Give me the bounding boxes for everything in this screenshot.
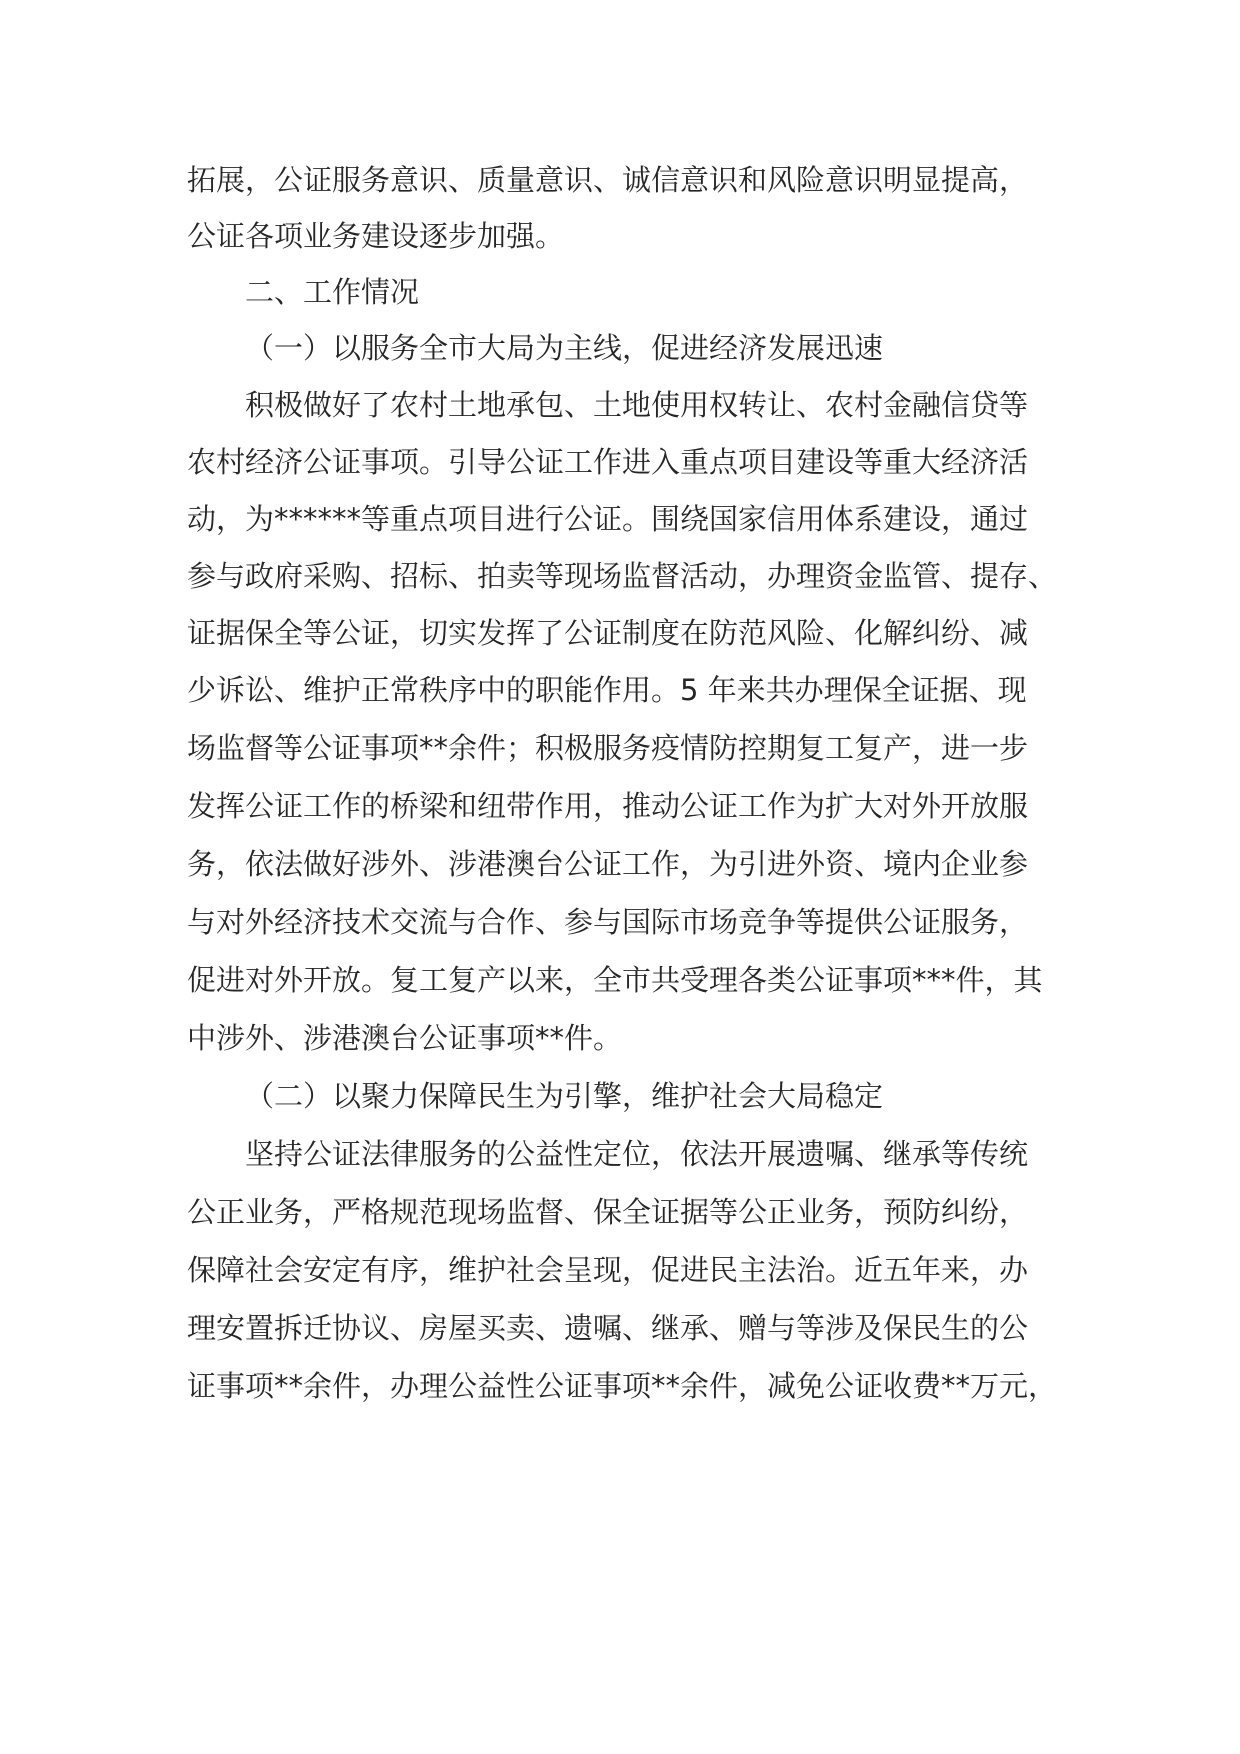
text-line-7: 动，为******等重点项目进行公证。围绕国家信用体系建设，通过 <box>187 502 1029 536</box>
text-line-8: 参与政府采购、招标、拍卖等现场监督活动，办理资金监管、提存、 <box>187 559 1058 593</box>
section-heading: 二、工作情况 <box>245 275 420 309</box>
text-line-19: 公正业务，严格规范现场监督、保全证据等公正业务，预防纠纷， <box>187 1195 1029 1229</box>
text-line-14: 与对外经济技术交流与合作、参与国际市场竞争等提供公证服务， <box>187 905 1029 939</box>
text-line-16: 中涉外、涉港澳台公证事项**件。 <box>187 1021 623 1055</box>
text-line-18: 坚持公证法律服务的公益性定位，依法开展遗嘱、继承等传统 <box>245 1137 1029 1171</box>
text-line-20: 保障社会安定有序，维护社会呈现，促进民主法治。近五年来，办 <box>187 1253 1029 1287</box>
text-line-12: 发挥公证工作的桥梁和纽带作用，推动公证工作为扩大对外开放服 <box>187 789 1029 823</box>
text-line-1: 拓展，公证服务意识、质量意识、诚信意识和风险意识明显提高， <box>187 163 1029 197</box>
text-line-22: 证事项**余件，办理公益性公证事项**余件，减免公证收费**万元， <box>187 1369 1058 1403</box>
text-line-9: 证据保全等公证，切实发挥了公证制度在防范风险、化解纠纷、减 <box>187 616 1029 650</box>
text-line-6: 农村经济公证事项。引导公证工作进入重点项目建设等重大经济活 <box>187 445 1029 479</box>
text-line-5: 积极做好了农村土地承包、土地使用权转让、农村金融信贷等 <box>245 388 1029 422</box>
text-line-10: 少诉讼、维护正常秩序中的职能作用。5 年来共办理保全证据、现 <box>187 673 1027 707</box>
text-line-21: 理安置拆迁协议、房屋买卖、遗嘱、继承、赠与等涉及保民生的公 <box>187 1311 1029 1345</box>
text-line-2: 公证各项业务建设逐步加强。 <box>187 219 565 253</box>
subsection-heading-1: （一）以服务全市大局为主线，促进经济发展迅速 <box>245 331 884 365</box>
text-line-11: 场监督等公证事项**余件；积极服务疫情防控期复工复产，进一步 <box>187 731 1029 765</box>
text-line-15: 促进对外开放。复工复产以来，全市共受理各类公证事项***件，其 <box>187 963 1043 997</box>
subsection-heading-2: （二）以聚力保障民生为引擎，维护社会大局稳定 <box>245 1079 884 1113</box>
text-line-13: 务，依法做好涉外、涉港澳台公证工作，为引进外资、境内企业参 <box>187 847 1029 881</box>
